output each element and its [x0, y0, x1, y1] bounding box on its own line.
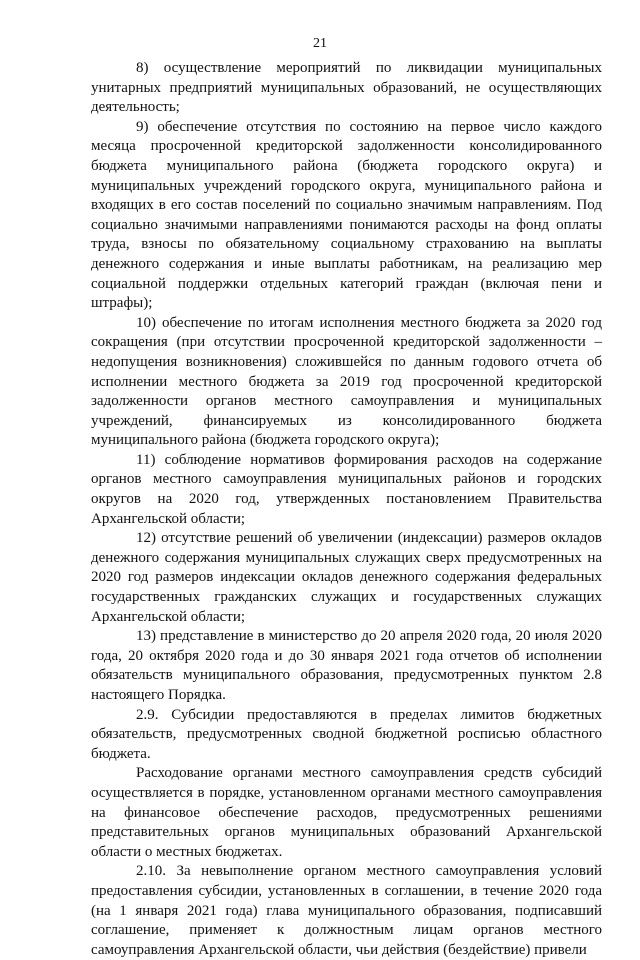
paragraph-item-11: 11) соблюдение нормативов формирования расходов на содержание органов местного самоуправления муниципальных районов и городских округов на 2020 год, утвержденных постановлением Правительства Архангельской области; [91, 451, 602, 527]
paragraph-item-9: 9) обеспечение отсутствия по состоянию на первое число каждого месяца просроченной кредиторской задолженности консолидированного бюджета муниципального района (бюджета городского округа) и муниципальных учреждений городского округа, муниципального района и входящих в его состав поселений по социально значимым направлениям. Под социально значимыми направлениями понимаются расходы на фонд оплаты труда, взносы по обязательному социальному страхованию на выплаты денежного содержания и иные выплаты работникам, на реализацию мер социальной поддержки отдельных категорий граждан (включая пени и штрафы); [91, 118, 602, 312]
paragraph-item-10: 10) обеспечение по итогам исполнения местного бюджета за 2020 год сокращения (при отсутствии просроченной кредиторской задолженности – недопущения возникновения) сложившейся по данным годового отчета об исполнении местного бюджета за 2019 год просроченной кредиторской задолженности органов местного самоуправления и муниципальных учреждений, финансируемых из консолидированного бюджета муниципального района (бюджета городского округа); [91, 314, 602, 449]
paragraph-clause-2-10: 2.10. За невыполнение органом местного самоуправления условий предоставления субсидии, установленных в соглашении, в течение 2020 года (на 1 января 2021 года) глава муниципального образования, подписавший соглашение, применяет к должностным лицам органов местного самоуправления Архангельской области, чьи действия (бездействие) привели [91, 863, 602, 958]
paragraph-subsidy-spending: Расходование органами местного самоуправления средств субсидий осуществляется в порядке, установленном органами местного самоуправления на финансовое обеспечение расходов, предусмотренных решениями представительных органов муниципальных образований Архангельской области о местных бюджетах. [91, 765, 602, 860]
paragraph-item-13: 13) представление в министерство до 20 апреля 2020 года, 20 июля 2020 года, 20 октября 2020 года и до 30 января 2021 года отчетов об исполнении обязательств муниципального образования, предусмотренных пунктом 2.8 настоящего Порядка. [91, 628, 602, 703]
page-number: 21 [313, 36, 327, 51]
paragraph-item-12: 12) отсутствие решений об увеличении (индексации) размеров окладов денежного содержания муниципальных служащих сверх предусмотренных на 2020 год размеров индексации окладов денежного содержания федеральных государственных гражданских служащих и государственных служащих Архангельской области; [91, 530, 602, 625]
document-body [91, 59, 602, 960]
paragraph-clause-2-9: 2.9. Субсидии предоставляются в пределах лимитов бюджетных обязательств, предусмотренных сводной бюджетной росписью областного бюджета. [91, 706, 602, 762]
paragraph-item-8: 8) осуществление мероприятий по ликвидации муниципальных унитарных предприятий муниципальных образований, не осуществляющих деятельность; [91, 60, 602, 116]
